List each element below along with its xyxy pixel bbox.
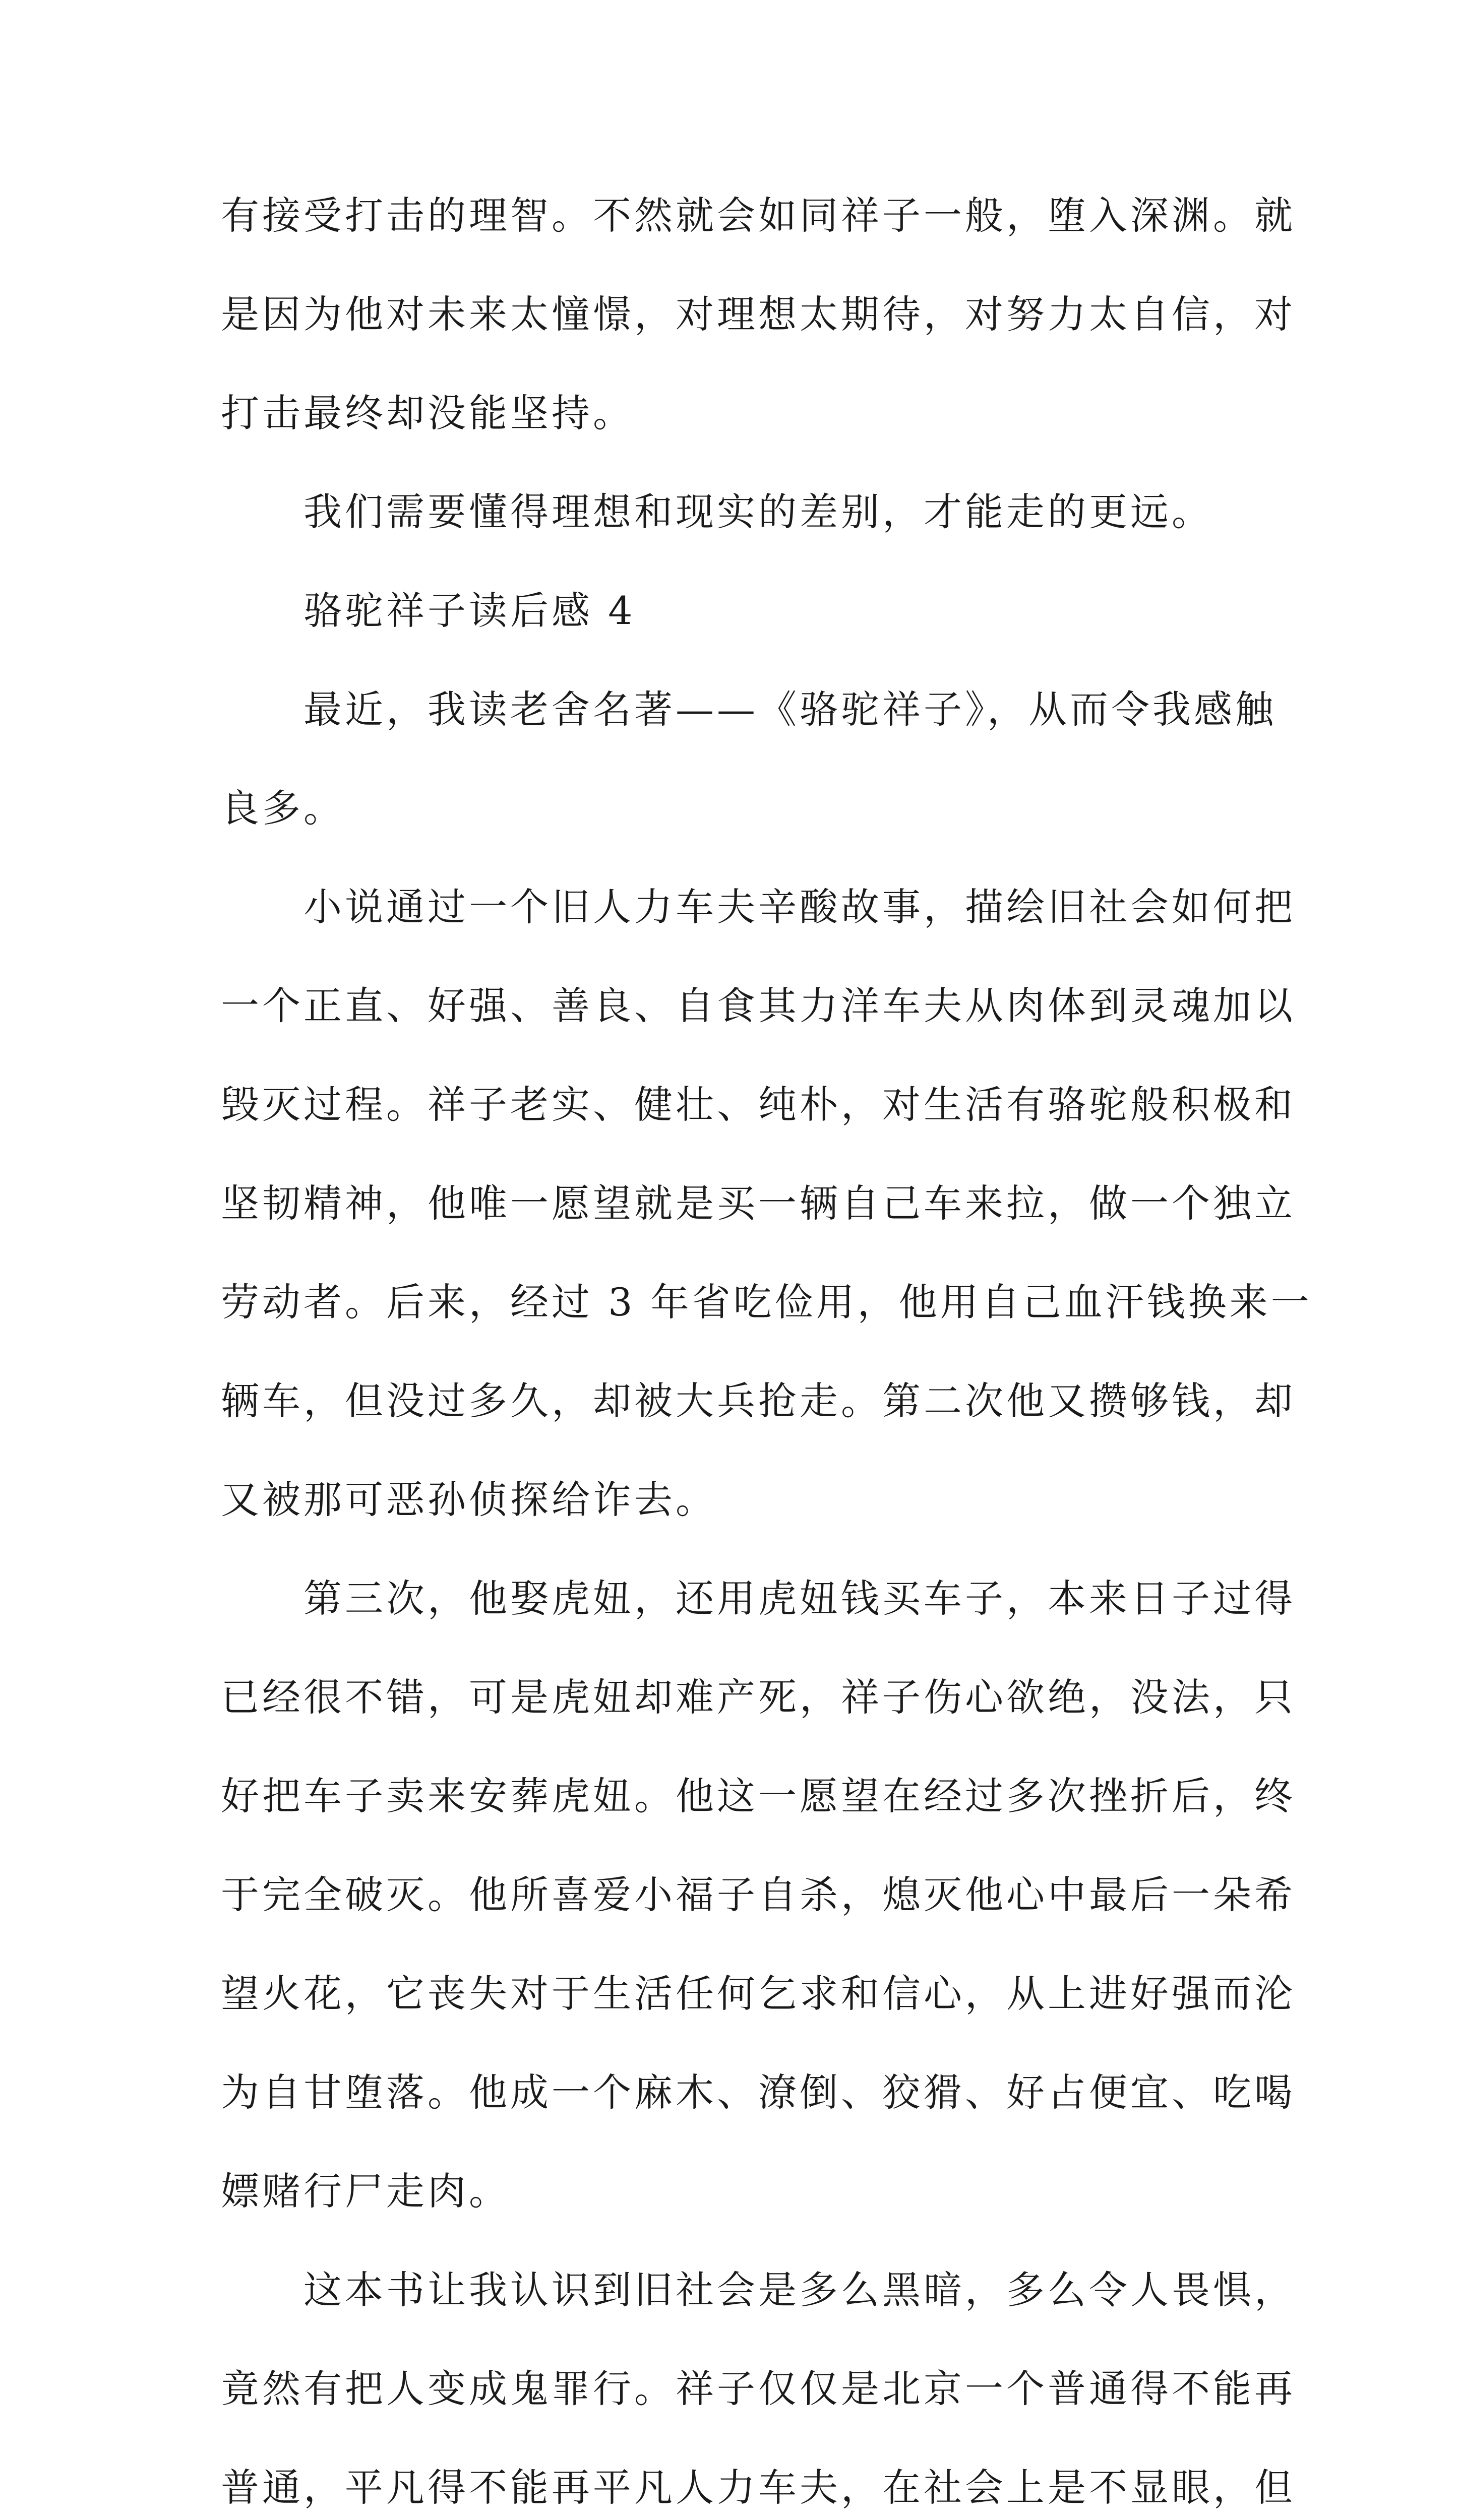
text-line: 是因为他对未来太憧憬，对理想太期待，对努力太自信，对 <box>221 292 1296 337</box>
text-line: 毁灭过程。祥子老实、健壮、纯朴，对生活有骆驼般积极和 <box>221 1082 1296 1127</box>
text-line: 望火花，它丧失对于生活任何乞求和信心，从上进好强而沦 <box>221 1971 1296 2016</box>
text-line: 竟然有把人变成鬼罪行。祥子仅仅是北京一个普通得不能再 <box>221 2366 1296 2411</box>
text-line: 打击最终却没能坚持。 <box>221 391 634 435</box>
text-line: 于完全破灭。他所喜爱小福子自杀，熄灭他心中最后一朵希 <box>221 1872 1296 1917</box>
paragraph-line: 我们需要懂得理想和现实的差别，才能走的更远。 <box>303 489 1213 534</box>
paragraph-line: 这本书让我认识到旧社会是多么黑暗，多么令人畏惧， <box>303 2267 1296 2312</box>
text-line: 又被那可恶孙侦探给诈去。 <box>221 1477 717 1522</box>
text-line: 有接受打击的理智。不然就会如同祥子一般，堕入深渊。就 <box>221 193 1296 238</box>
text-line: 一个正直、好强、善良、自食其力洋车夫从肉体到灵魂加以 <box>221 983 1296 1028</box>
text-line: 坚韧精神，他唯一愿望就是买一辆自己车来拉，做一个独立 <box>221 1181 1296 1226</box>
text-line: 已经很不错，可是虎妞却难产死，祥子伤心欲绝，没法，只 <box>221 1675 1296 1720</box>
text-line: 普通，平凡得不能再平凡人力车夫，在社会上是不显眼，但 <box>221 2465 1296 2510</box>
section-heading: 骆驼祥子读后感 4 <box>303 588 636 633</box>
text-line: 辆车，但没过多久，却被大兵抢走。第二次他又攒够钱，却 <box>221 1378 1296 1423</box>
document-body <box>221 181 1312 2520</box>
paragraph-line: 小说通过一个旧人力车夫辛酸故事，描绘旧社会如何把 <box>303 885 1296 929</box>
text-line: 良多。 <box>221 786 345 831</box>
paragraph-line: 第三次，他娶虎妞，还用虎妞钱买车子，本来日子过得 <box>303 1576 1296 1621</box>
text-line: 好把车子卖来安葬虎妞。他这一愿望在经过多次挫折后，终 <box>221 1774 1296 1818</box>
paragraph-line: 最近，我读老舍名著——《骆驼祥子》，从而令我感触 <box>303 687 1276 732</box>
text-line: 嫖赌行尸走肉。 <box>221 2169 510 2214</box>
text-line: 为自甘堕落。他成一个麻木、潦倒、狡猾、好占便宜、吃喝 <box>221 2070 1296 2115</box>
text-line: 劳动者。后来，经过 3 年省吃俭用，他用自己血汗钱换来一 <box>221 1280 1312 1325</box>
